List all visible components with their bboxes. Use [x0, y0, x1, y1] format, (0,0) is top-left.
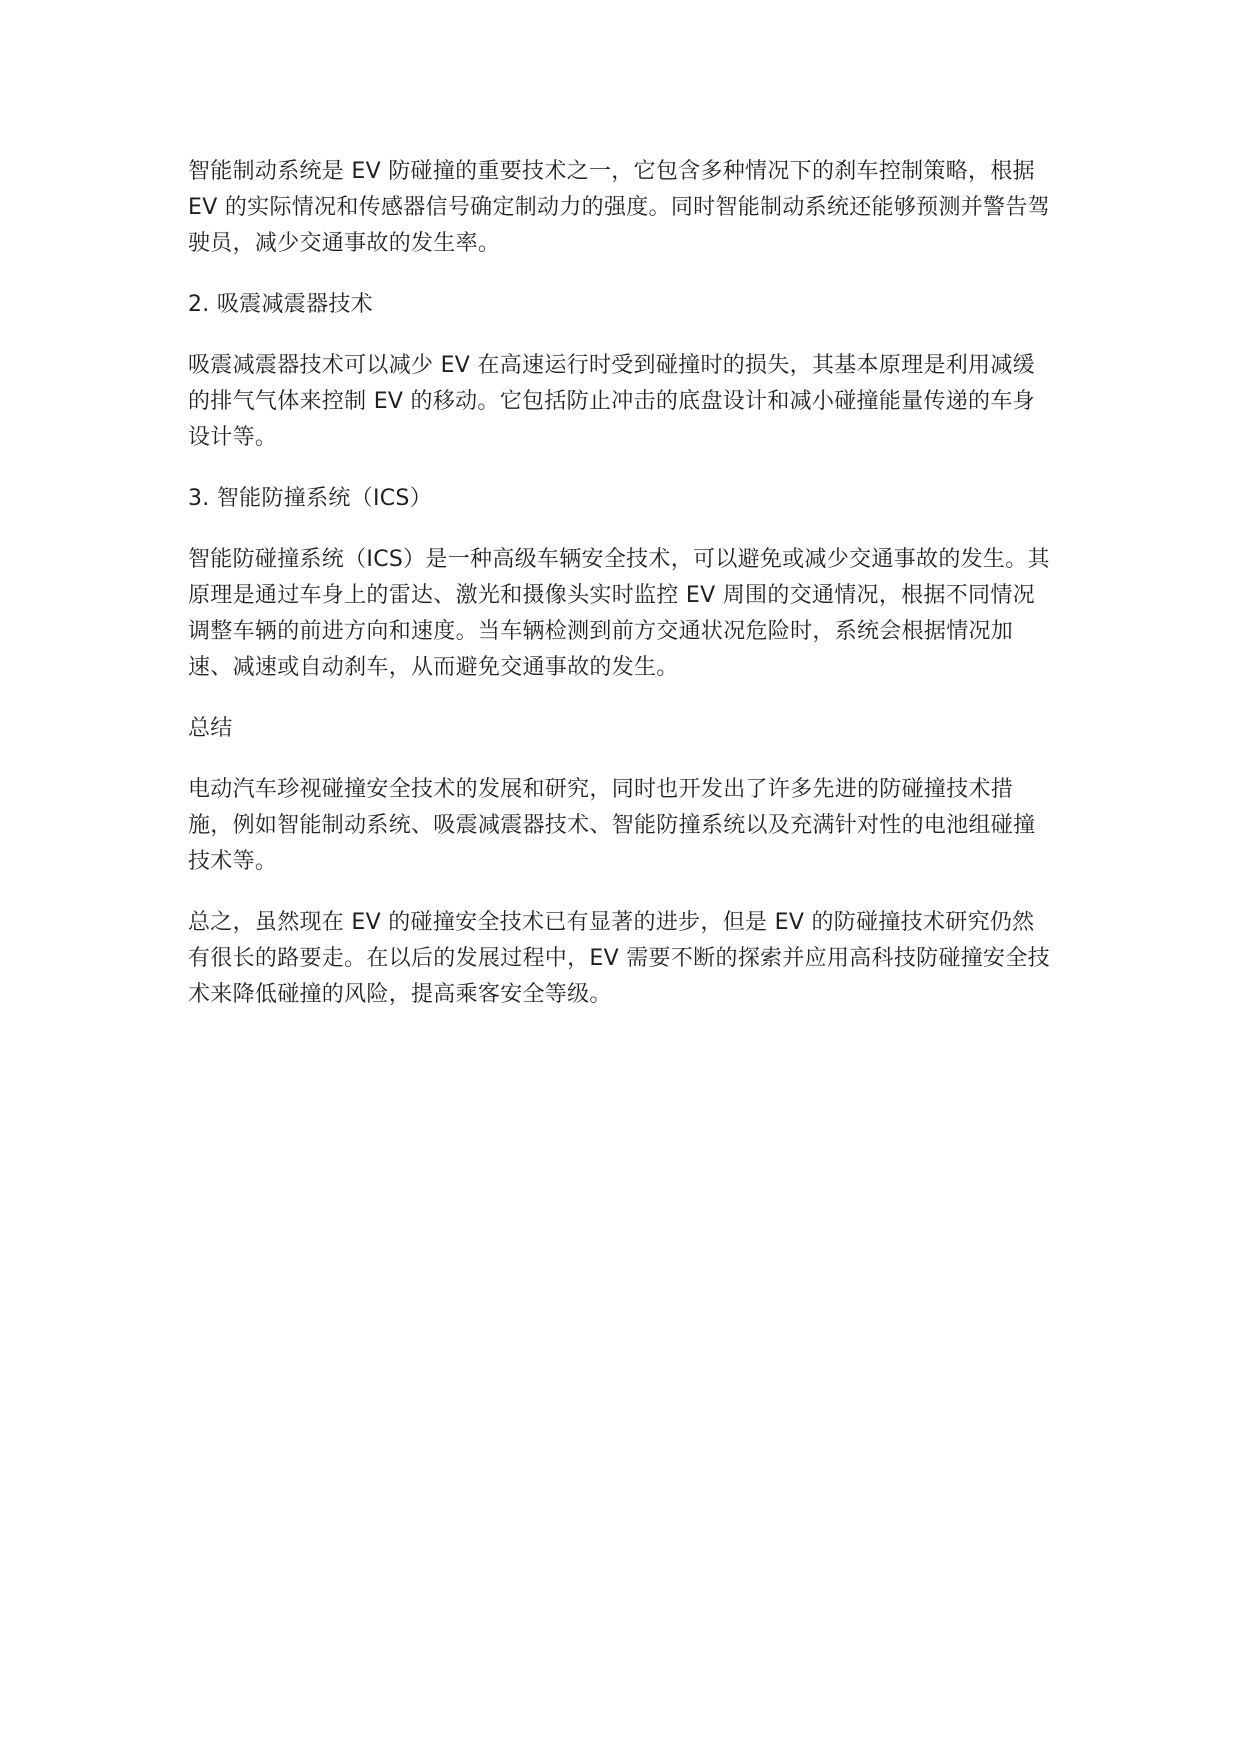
- heading-summary: 总结: [188, 716, 233, 741]
- heading-ics: 3. 智能防撞系统（ICS）: [188, 486, 432, 511]
- paragraph-intelligent-braking: 智能制动系统是 EV 防碰撞的重要技术之一，它包含多种情况下的刹车控制策略，根据 EV 的实际情况和传感器信号确定制动力的强度。同时智能制动系统还能够预测并警告驾驶员，减少交通事故的发生率。: [188, 159, 1050, 256]
- paragraph-shock-absorber: 吸震减震器技术可以减少 EV 在高速运行时受到碰撞时的损失，其基本原理是利用减缓的排气气体来控制 EV 的移动。它包括防止冲击的底盘设计和减小碰撞能量传递的车身设计等。: [188, 353, 1035, 450]
- paragraph-summary: 电动汽车珍视碰撞安全技术的发展和研究，同时也开发出了许多先进的防碰撞技术措施，例如智能制动系统、吸震减震器技术、智能防撞系统以及充满针对性的电池组碰撞技术等。: [188, 777, 1036, 874]
- paragraph-conclusion: 总之，虽然现在 EV 的碰撞安全技术已有显著的进步，但是 EV 的防碰撞技术研究仍然有很长的路要走。在以后的发展过程中，EV 需要不断的探索并应用高科技防碰撞安全技术来降低碰撞的风险，提高乘客安全等级。: [188, 910, 1050, 1007]
- heading-shock-absorber: 2. 吸震减震器技术: [188, 292, 373, 317]
- paragraph-ics: 智能防碰撞系统（ICS）是一种高级车辆安全技术，可以避免或减少交通事故的发生。其原理是通过车身上的雷达、激光和摄像头实时监控 EV 周围的交通情况，根据不同情况调整车辆的前进方向和速度。当车辆检测到前方交通状况危险时，系统会根据情况加速、减速或自动刹车，从而避免交通事故的发生。: [188, 547, 1050, 680]
- document-body: [188, 154, 1056, 1038]
